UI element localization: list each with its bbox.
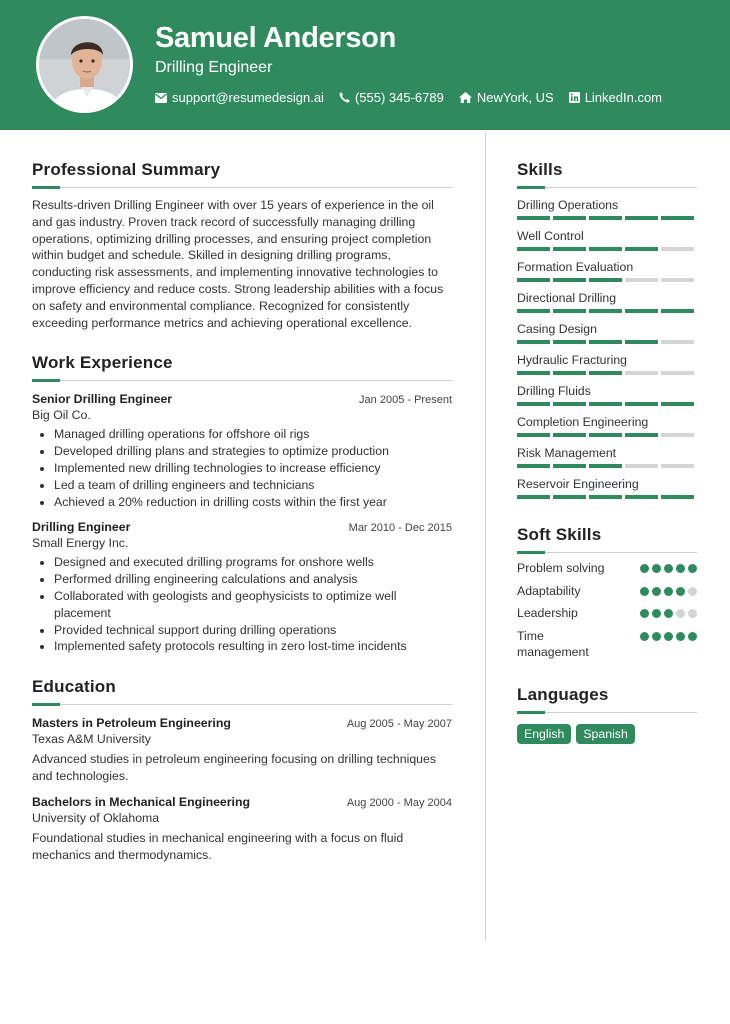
contact-list [155,90,677,105]
degree-title: Bachelors in Mechanical Engineering [32,794,250,809]
skill-level-segment [517,402,550,406]
skill-level-segment [517,464,550,468]
skills-section [517,160,697,499]
rating-dot [676,587,685,596]
soft-skill-item [517,583,697,600]
skill-level-bar [517,402,697,406]
soft-skill-rating [637,564,697,573]
job-bullet: • Performed drilling engineering calculations and analysis [54,571,452,588]
rating-dot [640,609,649,618]
soft-skill-item [517,628,697,661]
skill-level-segment [517,340,550,344]
skill-level-segment [553,402,586,406]
skill-level-segment [625,495,658,499]
education-date: Aug 2000 - May 2004 [346,796,452,809]
skill-level-segment [517,495,550,499]
rating-dot [664,564,673,573]
skill-level-segment [661,433,694,437]
rating-dot [688,632,697,641]
education-section [32,677,452,863]
section-title: Work Experience [32,353,173,373]
skill-item [517,353,697,375]
rating-dot [688,587,697,596]
skill-item [517,229,697,251]
job-date: Mar 2010 - Dec 2015 [348,522,452,535]
skill-name: Reservoir Engineering [517,477,639,491]
contact-email[interactable] [155,90,324,105]
skill-level-bar [517,495,697,499]
soft-skill-name: Time management [517,628,589,659]
skill-level-segment [625,216,658,220]
skill-level-bar [517,309,697,313]
section-divider [32,186,452,189]
section-divider [517,711,697,714]
soft-skill-rating [637,587,697,596]
rating-dot [640,587,649,596]
phone-icon [339,92,350,103]
section-title: Education [32,677,116,697]
skill-level-segment [553,340,586,344]
skill-level-segment [589,433,622,437]
skill-level-segment [589,309,622,313]
skill-level-segment [661,216,694,220]
skill-item [517,477,697,499]
skill-name: Drilling Operations [517,198,619,212]
skill-level-bar [517,464,697,468]
job-entry [32,520,452,655]
skill-name: Casing Design [517,322,597,336]
skill-level-bar [517,340,697,344]
profile-photo [36,16,133,113]
contact-linkedin-text: LinkedIn.com [584,90,663,105]
skill-level-segment [589,495,622,499]
sidebar-column [517,160,697,744]
skill-level-segment [517,247,550,251]
section-title: Professional Summary [32,160,221,179]
rating-dot [652,632,661,641]
education-date: Aug 2005 - May 2007 [346,718,452,731]
candidate-name: Samuel Anderson [155,22,396,54]
skill-level-segment [625,402,658,406]
experience-section [32,353,452,655]
skill-level-bar [517,278,697,282]
languages-list [517,724,697,744]
resume-header [0,0,730,130]
soft-skills-list [517,560,697,661]
skill-level-segment [517,216,550,220]
skill-level-segment [661,495,694,499]
skill-level-segment [625,433,658,437]
skill-name: Directional Drilling [517,291,617,305]
rating-dot [652,609,661,618]
skill-item [517,322,697,344]
skill-level-segment [589,371,622,375]
home-icon [459,92,472,103]
skill-level-segment [517,309,550,313]
main-column [32,160,452,863]
job-bullet: • Led a team of drilling engineers and technicians [54,477,452,494]
skill-name: Well Control [517,229,584,243]
skill-level-segment [589,464,622,468]
contact-phone-text: (555) 345-6789 [354,90,444,105]
school-name: Texas A&M University [32,732,151,747]
education-description: Advanced studies in petroleum engineering focusing on drilling techniques and technologies. [32,752,437,783]
skill-name: Risk Management [517,446,617,460]
skill-level-bar [517,216,697,220]
soft-skill-rating [637,609,697,618]
skill-name: Drilling Fluids [517,384,591,398]
section-title: Languages [517,684,609,704]
skill-level-segment [553,216,586,220]
skill-level-segment [661,340,694,344]
skill-item [517,291,697,313]
skill-level-segment [517,433,550,437]
job-title: Drilling Engineer [32,520,131,535]
skill-level-segment [625,464,658,468]
skill-level-segment [625,309,658,313]
languages-section [517,685,697,744]
skill-level-segment [661,247,694,251]
skill-item [517,384,697,406]
summary-text: Results-driven Drilling Engineer with over 15 years of experience in the oil and gas industry. Proven track record of successfully managing drilling operations, optimizing drilling processes, and ensuring project completion within budget and schedule. Skilled in designing drilling programs, conducting risk assessments, and implementing innovative technologies to improve efficiency and reduce costs. Strong leadership abilities with a focus on safety and environmental compliance. Recognized for consistently exceeding performance metrics and achieving operational excellence. [32,198,444,330]
rating-dot [664,609,673,618]
rating-dot [664,632,673,641]
skill-level-segment [661,309,694,313]
section-title: Soft Skills [517,525,602,544]
job-bullet: • Achieved a 20% reduction in drilling costs within the first year [54,494,452,511]
soft-skill-item [517,605,697,622]
section-divider [32,703,452,706]
skill-level-segment [589,247,622,251]
skill-level-segment [625,371,658,375]
contact-location-text: NewYork, US [476,90,554,105]
job-bullet: • Collaborated with geologists and geophysicists to optimize well placement [54,588,452,622]
skill-level-segment [661,464,694,468]
soft-skill-rating [637,632,697,641]
contact-linkedin[interactable] [569,90,662,105]
skill-name: Formation Evaluation [517,260,634,274]
rating-dot [676,632,685,641]
soft-skills-section [517,525,697,661]
rating-dot [640,632,649,641]
soft-skill-name: Leadership [517,606,578,620]
rating-dot [652,564,661,573]
job-bullet: • Designed and executed drilling programs for onshore wells [54,554,452,571]
job-bullets [54,426,452,510]
rating-dot [676,564,685,573]
job-entry [32,392,452,510]
candidate-role: Drilling Engineer [155,59,273,76]
rating-dot [688,609,697,618]
skill-item [517,415,697,437]
language-badge: Spanish [576,724,634,744]
skill-level-segment [517,371,550,375]
skill-level-segment [661,371,694,375]
job-bullets [54,554,452,655]
job-bullet: • Implemented new drilling technologies to increase efficiency [54,460,452,477]
section-divider [517,186,697,189]
job-date: Jan 2005 - Present [359,394,452,407]
skill-name: Hydraulic Fracturing [517,353,628,367]
envelope-icon [155,93,167,103]
skill-level-segment [589,340,622,344]
contact-phone[interactable] [339,90,444,105]
education-description: Foundational studies in mechanical engineering with a focus on fluid mechanics and thermodynamics. [32,830,404,862]
skill-item [517,260,697,282]
skill-level-bar [517,247,697,251]
skill-level-segment [589,216,622,220]
rating-dot [676,609,685,618]
summary-section [32,160,452,331]
job-bullet: • Provided technical support during drilling operations [54,622,452,639]
section-title: Skills [517,160,563,179]
skill-level-segment [553,371,586,375]
soft-skill-name: Problem solving [517,561,605,575]
skill-level-segment [661,402,694,406]
contact-email-text: support@resumedesign.ai [172,90,324,105]
skill-level-segment [517,278,550,282]
contact-location[interactable] [459,90,554,105]
skill-level-segment [553,433,586,437]
skill-level-segment [589,278,622,282]
job-title: Senior Drilling Engineer [32,392,173,407]
linkedin-icon [569,92,580,103]
job-company: Small Energy Inc. [32,536,129,551]
skill-level-segment [625,340,658,344]
soft-skill-item [517,560,697,577]
soft-skill-name: Adaptability [517,583,581,598]
skill-level-segment [553,464,586,468]
column-divider [485,131,486,941]
skill-level-segment [553,309,586,313]
skill-level-segment [553,495,586,499]
job-bullet: • Developed drilling plans and strategies to optimize production [54,443,452,460]
section-divider [32,379,452,382]
section-divider [517,551,697,554]
school-name: University of Oklahoma [32,810,160,825]
skill-name: Completion Engineering [517,415,649,429]
skill-level-segment [661,278,694,282]
job-bullet: • Managed drilling operations for offshore oil rigs [54,426,452,443]
rating-dot [688,564,697,573]
skill-level-segment [553,247,586,251]
skill-level-bar [517,433,697,437]
skill-level-segment [553,278,586,282]
skill-item [517,198,697,220]
skill-level-segment [589,402,622,406]
rating-dot [652,587,661,596]
job-company: Big Oil Co. [32,408,91,423]
education-entry [32,716,452,785]
skills-list [517,198,697,499]
skill-item [517,446,697,468]
language-badge: English [517,724,571,744]
person-photo-icon [39,19,133,113]
job-bullet: • Implemented safety protocols resulting in zero lost-time incidents [54,638,452,655]
skill-level-segment [625,247,658,251]
rating-dot [640,564,649,573]
education-entry [32,795,452,864]
skill-level-bar [517,371,697,375]
degree-title: Masters in Petroleum Engineering [32,716,231,731]
rating-dot [664,587,673,596]
skill-level-segment [625,278,658,282]
